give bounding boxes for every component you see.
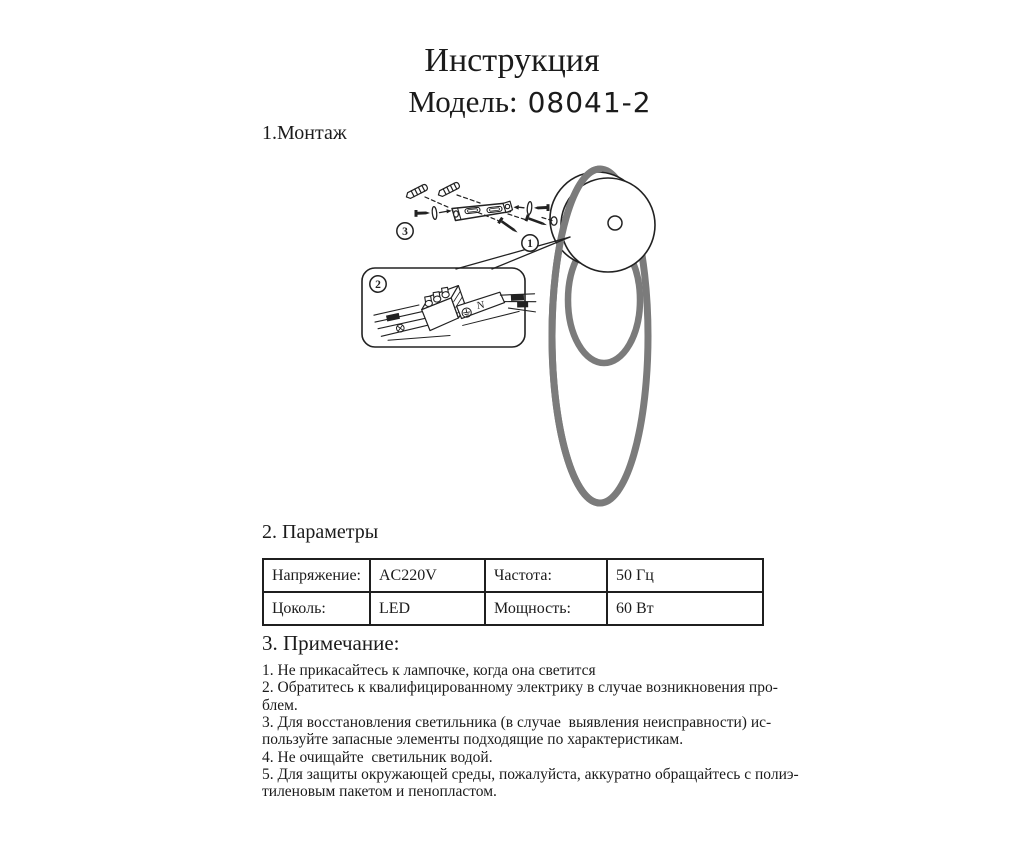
step-3-marker	[397, 223, 413, 239]
param-value: 50 Гц	[607, 559, 763, 592]
param-label: Мощность:	[485, 592, 607, 625]
page-title: Инструкция	[424, 42, 600, 79]
model-label: Модель:	[408, 84, 518, 119]
param-label: Цоколь:	[263, 592, 370, 625]
svg-text:1: 1	[527, 238, 533, 250]
note-line: 5. Для защиты окружающей среды, пожалуйста, аккуратно обращайтесь с полиэ-	[262, 765, 799, 783]
table-row	[263, 592, 763, 625]
note-line: 2. Обратитесь к квалифицированному электрику в случае возникновения про-	[262, 679, 778, 697]
wire-band-icon	[517, 302, 528, 308]
arrow-left-icon	[514, 205, 525, 210]
arrow-right-icon	[440, 209, 452, 213]
section-heading-notes: 3. Примечание:	[262, 631, 400, 655]
param-label: Частота:	[485, 559, 607, 592]
model-line	[18, 84, 1024, 120]
svg-text:2: 2	[375, 279, 381, 291]
notes-list	[262, 662, 799, 801]
mounting-hardware	[405, 182, 552, 236]
mounting-bracket	[452, 201, 513, 220]
param-value: 60 Вт	[607, 592, 763, 625]
step-1-marker	[522, 235, 538, 251]
wiring-callout	[362, 237, 570, 347]
table-row	[263, 559, 763, 592]
model-number: 08041-2	[527, 86, 652, 119]
screw-icon	[534, 204, 550, 211]
screw-icon	[497, 217, 519, 235]
svg-text:3: 3	[402, 226, 408, 238]
section-heading-montage: 1.Монтаж	[262, 122, 347, 144]
washer-icon	[527, 201, 533, 214]
screw-icon	[525, 214, 548, 228]
note-line: тиленовым пакетом и пенопластом.	[262, 783, 497, 801]
param-value: AC220V	[370, 559, 485, 592]
note-line: 1. Не прикасайтесь к лампочке, когда она светится	[262, 662, 596, 679]
montage-diagram	[350, 160, 680, 522]
param-value: LED	[370, 592, 485, 625]
wire-band-icon	[511, 294, 524, 301]
note-line: 3. Для восстановления светильника (в случае выявления неисправности) ис-	[262, 713, 772, 731]
section-heading-parameters: 2. Параметры	[262, 521, 379, 543]
step-2-marker	[370, 276, 386, 292]
param-label: Напряжение:	[263, 559, 370, 592]
canopy-center-hole	[608, 216, 622, 230]
note-line: 4. Не очищайте светильник водой.	[262, 748, 493, 766]
neutral-label: N	[476, 299, 486, 312]
note-line: пользуйте запасные элементы подходящие по характеристикам.	[262, 731, 684, 749]
washer-icon	[432, 206, 438, 219]
parameters-table	[262, 558, 764, 626]
screw-icon	[415, 210, 431, 217]
note-line: блем.	[262, 696, 298, 714]
